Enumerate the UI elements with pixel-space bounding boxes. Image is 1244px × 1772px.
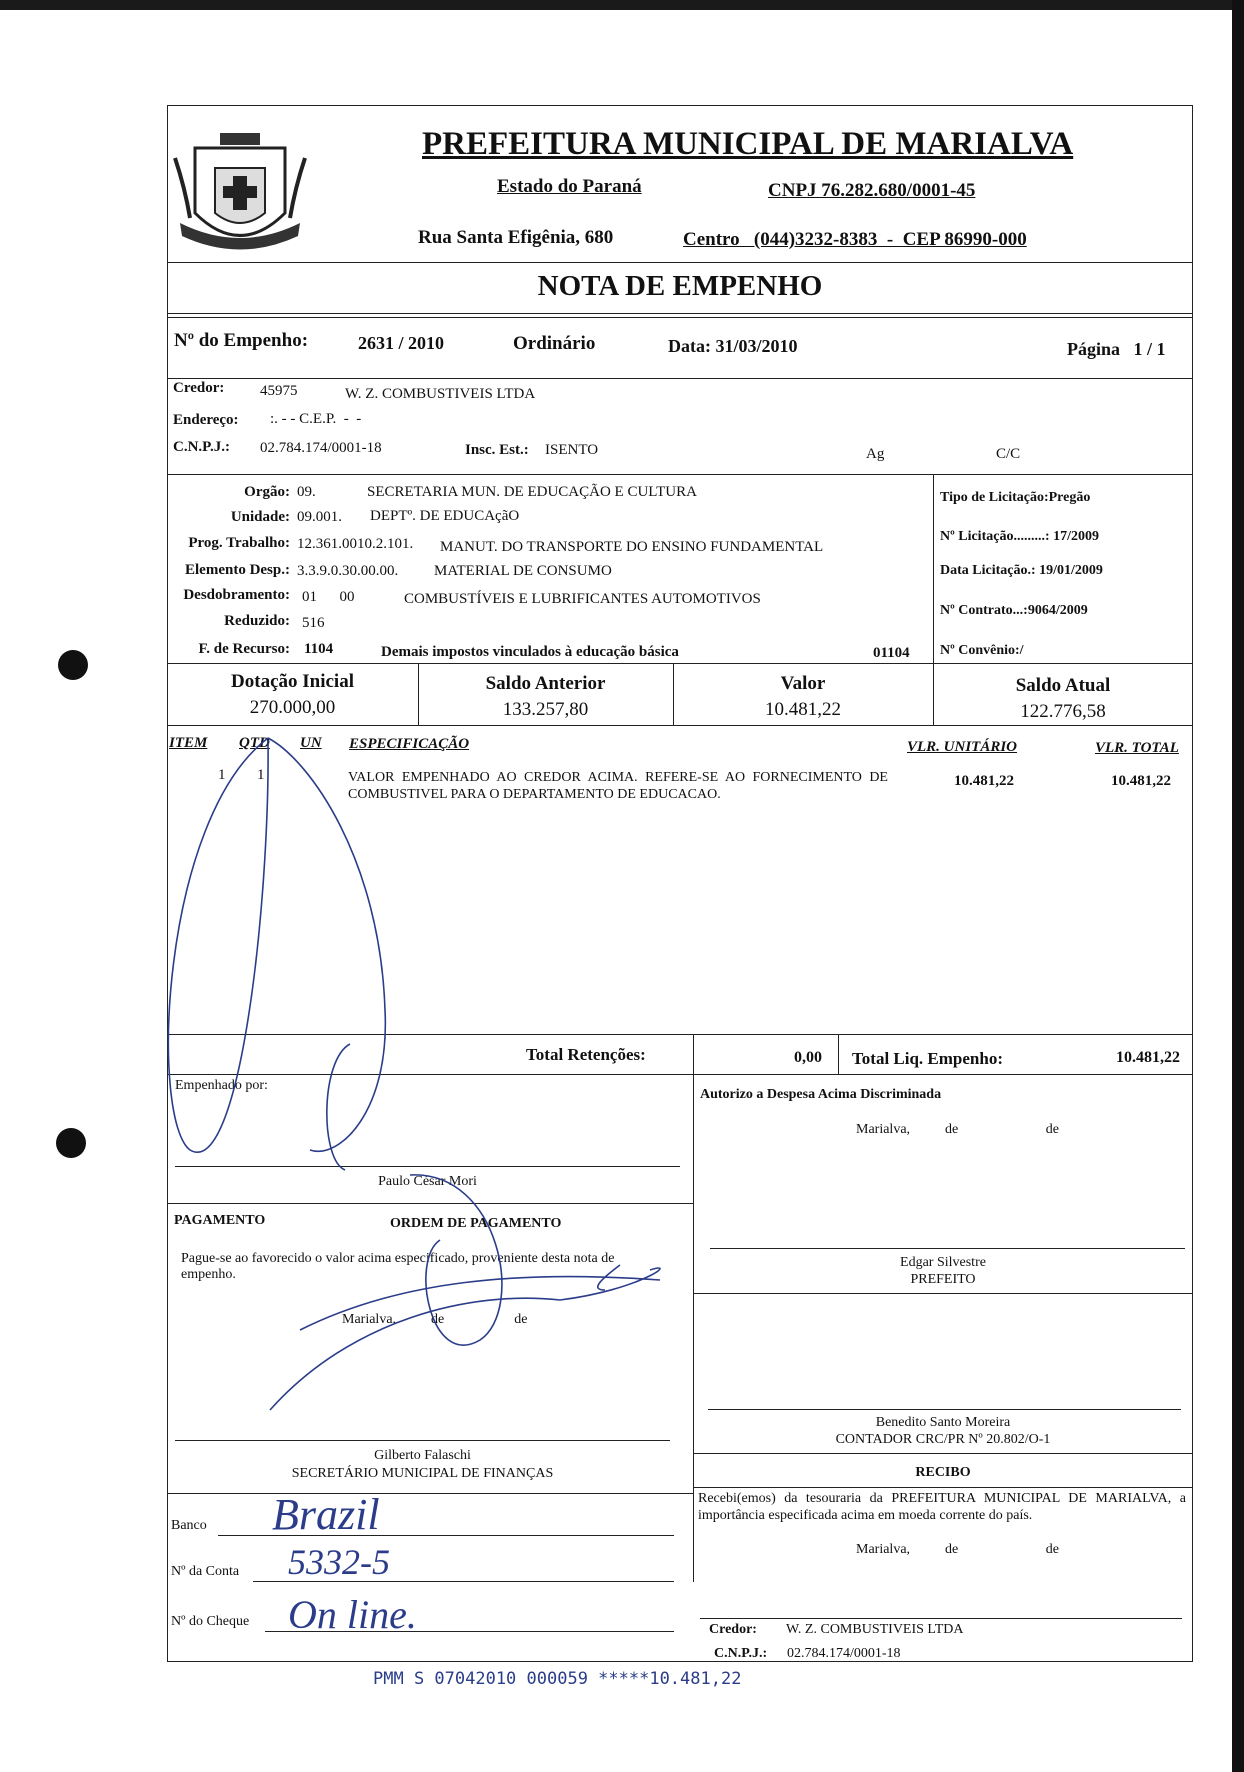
elemento-code: 3.3.9.0.30.00.00. <box>297 563 399 579</box>
conta-label: Nº da Conta <box>171 1564 240 1579</box>
secretario-nome: Gilberto Falaschi <box>374 1448 471 1463</box>
col-header-qtd: QTD <box>239 735 270 751</box>
empenho-type: Ordinário <box>513 333 596 354</box>
unidade-desc: DEPTº. DE EDUCAçãO <box>370 508 520 524</box>
tipo-licitacao: Tipo de Licitação:Pregão <box>940 490 1091 505</box>
prefeito-cargo: PREFEITO <box>910 1272 976 1287</box>
elemento-label: Elemento Desp.: <box>185 562 290 578</box>
endereco-label: Endereço: <box>173 412 239 428</box>
cc-label: C/C <box>996 446 1021 462</box>
liquido-value: 10.481,22 <box>1116 1049 1180 1066</box>
desdobramento-desc: COMBUSTÍVEIS E LUBRIFICANTES AUTOMOTIVOS <box>404 591 761 607</box>
reduzido-label: Reduzido: <box>224 613 290 629</box>
col-header-vlr-unitario: VLR. UNITÁRIO <box>907 739 1018 755</box>
empenhado-nome: Paulo César Mori <box>378 1174 477 1189</box>
cheque-handwritten: On line. <box>288 1592 417 1637</box>
unidade-code: 09.001. <box>297 509 342 525</box>
document-title: NOTA DE EMPENHO <box>537 270 823 302</box>
recurso-desc: Demais impostos vinculados à educação básica <box>381 644 679 660</box>
credor-label: Credor: <box>173 380 225 396</box>
punch-hole <box>56 1128 86 1158</box>
coat-of-arms-icon <box>170 128 310 263</box>
saldo-atual-label: Saldo Atual <box>1015 675 1111 696</box>
item-vlr-unitario: 10.481,22 <box>954 773 1014 789</box>
numero-contrato: Nº Contrato...:9064/2009 <box>940 603 1088 618</box>
retencoes-label: Total Retenções: <box>526 1045 646 1064</box>
street-address: Rua Santa Efigênia, 680 <box>418 227 614 248</box>
recurso-code: 1104 <box>304 641 334 657</box>
prog-label: Prog. Trabalho: <box>188 535 290 551</box>
pagamento-label: PAGAMENTO <box>174 1213 266 1228</box>
col-header-un: UN <box>300 735 322 751</box>
saldo-atual-value: 122.776,58 <box>1020 701 1106 722</box>
pague-text: Pague-se ao favorecido o valor acima especificado, proveniente desta nota de empenho. <box>181 1251 615 1283</box>
recibo-title: RECIBO <box>915 1465 971 1480</box>
dotacao-value: 270.000,00 <box>249 697 336 718</box>
item-descricao: VALOR EMPENHADO AO CREDOR ACIMA. REFERE-SE AO FORNECIMENTO DE COMBUSTIVEL PARA O DEPARTAMENTO DE EDUCACAO. <box>348 770 888 802</box>
recibo-cnpj: 02.784.174/0001-18 <box>787 1646 901 1661</box>
recurso-label: F. de Recurso: <box>198 641 290 657</box>
ordem-pagamento-label: ORDEM DE PAGAMENTO <box>390 1216 562 1231</box>
recibo-text: Recebi(emos) da tesouraria da PREFEITURA MUNICIPAL DE MARIALVA, a importância especificada acima em moeda corrente do país. <box>698 1491 1186 1523</box>
state-label: Estado do Paraná <box>497 176 642 197</box>
empenhado-label: Empenhado por: <box>175 1078 268 1093</box>
prog-desc: MANUT. DO TRANSPORTE DO ENSINO FUNDAMENTAL <box>440 539 824 555</box>
cheque-label: Nº do Cheque <box>171 1614 250 1629</box>
autorizo-local-data: Marialva, de de <box>856 1122 1059 1137</box>
header-cnpj: CNPJ 76.282.680/0001-45 <box>768 180 976 201</box>
item-number: 1 <box>218 767 226 783</box>
credor-cnpj: 02.784.174/0001-18 <box>260 440 382 456</box>
credor-name: W. Z. COMBUSTIVEIS LTDA <box>345 386 536 402</box>
elemento-desc: MATERIAL DE CONSUMO <box>434 563 612 579</box>
saldo-anterior-value: 133.257,80 <box>502 699 589 720</box>
valor-label: Valor <box>780 673 826 694</box>
col-header-item: ITEM <box>169 735 208 751</box>
orgao-desc: SECRETARIA MUN. DE EDUCAÇÃO E CULTURA <box>367 484 697 500</box>
insc-label: Insc. Est.: <box>465 442 529 458</box>
empenho-date: Data: 31/03/2010 <box>668 336 798 356</box>
contador-cargo: CONTADOR CRC/PR Nº 20.802/O-1 <box>835 1432 1051 1447</box>
empenho-number-label: Nº do Empenho: <box>174 330 309 351</box>
orgao-code: 09. <box>297 484 316 500</box>
credor-code: 45975 <box>260 383 298 399</box>
recibo-local-data: Marialva, de de <box>856 1542 1059 1557</box>
ag-label: Ag <box>866 446 885 462</box>
item-vlr-total: 10.481,22 <box>1111 773 1171 789</box>
saldo-anterior-label: Saldo Anterior <box>485 673 606 694</box>
dotacao-label: Dotação Inicial <box>231 671 354 692</box>
desdobramento-code: 01 00 <box>302 589 355 605</box>
scan-right-edge <box>1232 0 1244 1772</box>
recibo-credor-label: Credor: <box>709 1622 757 1637</box>
numero-convenio: Nº Convênio:/ <box>940 643 1024 658</box>
valor-value: 10.481,22 <box>765 699 841 720</box>
conta-handwritten: 5332-5 <box>288 1542 390 1582</box>
item-qtd: 1 <box>257 767 265 783</box>
numero-licitacao: Nº Licitação.........: 17/2009 <box>940 529 1099 544</box>
col-header-vlr-total: VLR. TOTAL <box>1095 740 1179 756</box>
banco-label: Banco <box>171 1518 207 1533</box>
recibo-cnpj-label: C.N.P.J.: <box>714 1646 768 1661</box>
data-licitacao: Data Licitação.: 19/01/2009 <box>940 563 1103 578</box>
desdobramento-label: Desdobramento: <box>183 587 290 603</box>
autorizo-text: Autorizo a Despesa Acima Discriminada <box>700 1087 942 1102</box>
pagamento-local-data: Marialva, de de <box>342 1312 528 1327</box>
orgao-label: Orgão: <box>244 484 290 500</box>
secretario-cargo: SECRETÁRIO MUNICIPAL DE FINANÇAS <box>291 1466 554 1481</box>
insc-value: ISENTO <box>545 442 599 458</box>
page-number: Página 1 / 1 <box>1067 339 1166 359</box>
banco-handwritten: Brazil <box>272 1490 380 1539</box>
punch-hole <box>58 650 88 680</box>
page-title: PREFEITURA MUNICIPAL DE MARIALVA <box>422 126 1074 162</box>
prefeito-nome: Edgar Silvestre <box>900 1255 986 1270</box>
recibo-credor: W. Z. COMBUSTIVEIS LTDA <box>786 1622 964 1637</box>
col-header-especificacao: ESPECIFICAÇÃO <box>349 736 470 752</box>
reduzido-code: 516 <box>302 615 325 631</box>
unidade-label: Unidade: <box>230 509 290 525</box>
contador-nome: Benedito Santo Moreira <box>875 1415 1011 1430</box>
cnpj-label: C.N.P.J.: <box>173 439 230 455</box>
scan-top-edge <box>0 0 1244 10</box>
contact-info: Centro (044)3232-8383 - CEP 86990-000 <box>683 229 1027 250</box>
retencoes-value: 0,00 <box>794 1049 822 1066</box>
liquido-label: Total Liq. Empenho: <box>852 1049 1003 1068</box>
prog-code: 12.361.0010.2.101. <box>297 536 414 552</box>
recurso-number: 01104 <box>873 645 910 661</box>
autenticacao-stamp: PMM S 07042010 000059 *****10.481,22 <box>373 1669 742 1689</box>
endereco-value: :. - - C.E.P. - - <box>270 411 362 427</box>
empenho-number: 2631 / 2010 <box>358 333 445 353</box>
